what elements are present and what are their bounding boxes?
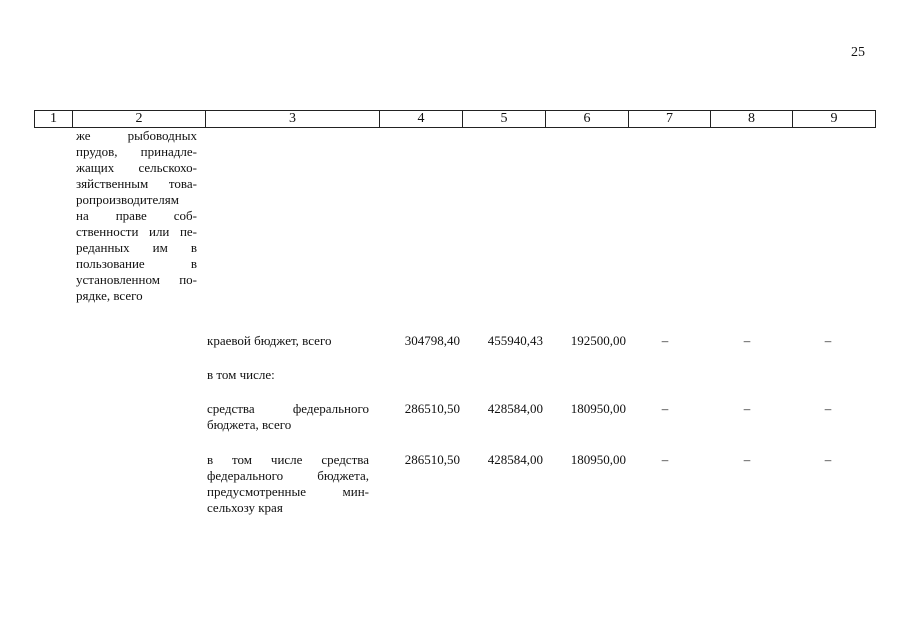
text-line: пользование в [76,256,197,271]
text-line: в том числе средства [207,452,369,467]
description-cell [76,128,197,304]
source-cell [207,333,369,349]
text-line: бюджета, всего [207,417,292,432]
value-col8: – [743,452,751,467]
value-col8: – [743,401,751,416]
page-number: 25 [851,45,865,60]
source-cell [207,452,369,516]
column-header-2: 2 [73,111,206,128]
text-line: на праве соб- [76,208,197,223]
column-header-row [34,110,876,128]
value-col6: 180950,00 [570,452,626,467]
text-line: ственности или пе- [76,224,197,239]
value-col6: 180950,00 [570,401,626,416]
source-cell [207,401,369,433]
text-line: в том числе: [207,367,275,382]
column-header-3: 3 [206,111,380,128]
text-line: жащих сельскохо- [76,160,197,175]
text-line: ропроизводителям [76,192,179,207]
column-header-8: 8 [711,111,793,128]
text-line: установленном по- [76,272,197,287]
value-col6: 192500,00 [570,333,626,348]
text-line: рядке, всего [76,288,143,303]
text-line: же рыбоводных [76,128,197,143]
value-col9: – [824,452,832,467]
text-line: федерального бюджета, [207,468,369,483]
value-col9: – [824,401,832,416]
text-line: прудов, принадле- [76,144,197,159]
value-col7: – [661,333,669,348]
value-col7: – [661,452,669,467]
column-header-9: 9 [793,111,876,128]
text-line: сельхозу края [207,500,283,515]
source-cell [207,367,369,383]
text-line: реданных им в [76,240,197,255]
text-line: зяйственным това- [76,176,197,191]
value-col4: 304798,40 [404,333,460,348]
value-col4: 286510,50 [404,452,460,467]
column-header-4: 4 [380,111,463,128]
value-col8: – [743,333,751,348]
column-header-7: 7 [629,111,711,128]
value-col5: 428584,00 [487,452,543,467]
text-line: краевой бюджет, всего [207,333,332,348]
value-col9: – [824,333,832,348]
column-header-5: 5 [463,111,546,128]
column-header-1: 1 [35,111,73,128]
value-col7: – [661,401,669,416]
value-col5: 428584,00 [487,401,543,416]
value-col5: 455940,43 [487,333,543,348]
text-line: средства федерального [207,401,369,416]
text-line: предусмотренные мин- [207,484,369,499]
column-header-6: 6 [546,111,629,128]
value-col4: 286510,50 [404,401,460,416]
